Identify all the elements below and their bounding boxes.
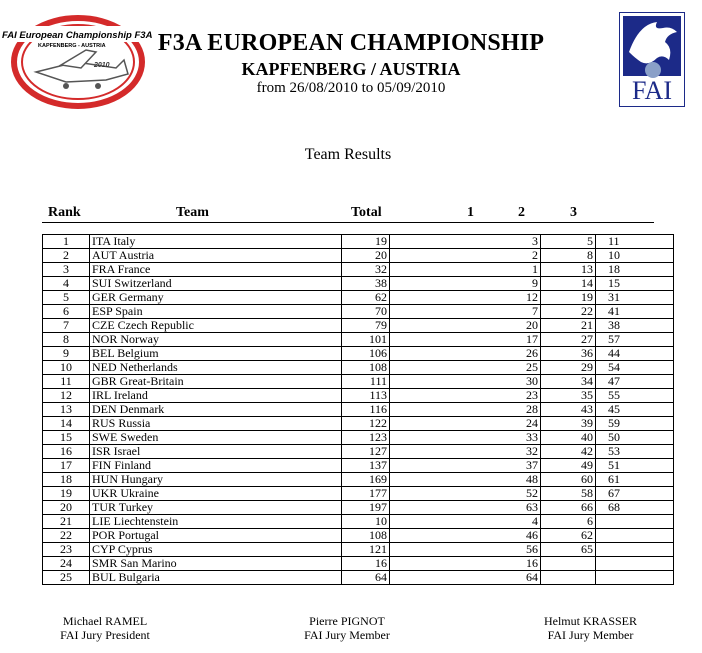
- table-row: [43, 235, 674, 249]
- cell-c3: 67: [596, 487, 674, 501]
- cell-c3: [596, 557, 674, 571]
- dates: from 26/08/2010 to 05/09/2010: [256, 80, 446, 96]
- cell-total: 197: [342, 501, 390, 515]
- cell-c3: 31: [596, 291, 674, 305]
- cell-total: 20: [342, 249, 390, 263]
- cell-team: SWE Sweden: [90, 431, 342, 445]
- cell-total: 127: [342, 445, 390, 459]
- cell-rank: 1: [43, 235, 90, 249]
- cell-c3: 68: [596, 501, 674, 515]
- page-title: F3A EUROPEAN CHAMPIONSHIP: [157, 30, 545, 56]
- cell-c1: 25: [390, 361, 541, 375]
- cell-rank: 6: [43, 305, 90, 319]
- cell-c1: 32: [390, 445, 541, 459]
- cell-c1: 23: [390, 389, 541, 403]
- cell-c3: 51: [596, 459, 674, 473]
- cell-rank: 18: [43, 473, 90, 487]
- signature-name: Michael RAMEL: [62, 614, 148, 628]
- cell-c2: 29: [541, 361, 596, 375]
- table-row: [43, 571, 674, 585]
- cell-c1: 20: [390, 319, 541, 333]
- table-row: [43, 501, 674, 515]
- cell-c2: 58: [541, 487, 596, 501]
- table-row: [43, 375, 674, 389]
- table-row: [43, 515, 674, 529]
- table-row: [43, 347, 674, 361]
- cell-team: LIE Liechtenstein: [90, 515, 342, 529]
- cell-rank: 5: [43, 291, 90, 305]
- cell-team: GER Germany: [90, 291, 342, 305]
- cell-team: ESP Spain: [90, 305, 342, 319]
- table-row: [43, 249, 674, 263]
- cell-total: 177: [342, 487, 390, 501]
- cell-c3: 41: [596, 305, 674, 319]
- cell-c3: 61: [596, 473, 674, 487]
- cell-c1: 63: [390, 501, 541, 515]
- cell-c2: 21: [541, 319, 596, 333]
- table-row: [43, 333, 674, 347]
- cell-rank: 2: [43, 249, 90, 263]
- cell-rank: 17: [43, 459, 90, 473]
- header-rule: [42, 222, 654, 223]
- cell-c1: 30: [390, 375, 541, 389]
- signature-member-1: [292, 614, 402, 642]
- cell-c2: 14: [541, 277, 596, 291]
- cell-team: NOR Norway: [90, 333, 342, 347]
- cell-c3: 50: [596, 431, 674, 445]
- logo-year: 2010: [94, 62, 110, 69]
- results-table: [42, 234, 674, 585]
- cell-team: POR Portugal: [90, 529, 342, 543]
- cell-total: 169: [342, 473, 390, 487]
- logo-text-top: FAI European Championship F3A: [2, 30, 153, 41]
- cell-rank: 8: [43, 333, 90, 347]
- table-row: [43, 291, 674, 305]
- cell-c1: 16: [390, 557, 541, 571]
- cell-c3: 45: [596, 403, 674, 417]
- cell-c2: 8: [541, 249, 596, 263]
- cell-c1: 3: [390, 235, 541, 249]
- cell-c3: 15: [596, 277, 674, 291]
- col-header-1: 1: [467, 205, 474, 220]
- cell-total: 137: [342, 459, 390, 473]
- signature-member-2: [533, 614, 648, 642]
- cell-team: SMR San Marino: [90, 557, 342, 571]
- cell-c3: 54: [596, 361, 674, 375]
- cell-c3: [596, 571, 674, 585]
- col-header-2: 2: [518, 205, 525, 220]
- cell-c2: 34: [541, 375, 596, 389]
- cell-c3: 11: [596, 235, 674, 249]
- cell-rank: 20: [43, 501, 90, 515]
- cell-c3: [596, 515, 674, 529]
- cell-c1: 1: [390, 263, 541, 277]
- cell-c1: 7: [390, 305, 541, 319]
- cell-team: BEL Belgium: [90, 347, 342, 361]
- cell-team: HUN Hungary: [90, 473, 342, 487]
- cell-c1: 52: [390, 487, 541, 501]
- cell-team: UKR Ukraine: [90, 487, 342, 501]
- cell-total: 32: [342, 263, 390, 277]
- cell-total: 106: [342, 347, 390, 361]
- table-row: [43, 319, 674, 333]
- cell-rank: 19: [43, 487, 90, 501]
- cell-c2: 27: [541, 333, 596, 347]
- table-row: [43, 487, 674, 501]
- cell-total: 111: [342, 375, 390, 389]
- table-row: [43, 431, 674, 445]
- cell-c3: [596, 543, 674, 557]
- cell-c2: 13: [541, 263, 596, 277]
- cell-c2: 5: [541, 235, 596, 249]
- cell-total: 122: [342, 417, 390, 431]
- cell-c2: 6: [541, 515, 596, 529]
- cell-c1: 4: [390, 515, 541, 529]
- cell-c2: [541, 557, 596, 571]
- cell-total: 79: [342, 319, 390, 333]
- table-row: [43, 389, 674, 403]
- signature-president: [50, 614, 160, 642]
- cell-rank: 24: [43, 557, 90, 571]
- cell-c2: 19: [541, 291, 596, 305]
- cell-c3: 53: [596, 445, 674, 459]
- cell-total: 123: [342, 431, 390, 445]
- signature-name: Helmut KRASSER: [543, 614, 637, 628]
- cell-c2: [541, 571, 596, 585]
- cell-rank: 12: [43, 389, 90, 403]
- cell-c1: 33: [390, 431, 541, 445]
- cell-c3: 38: [596, 319, 674, 333]
- cell-c2: 22: [541, 305, 596, 319]
- cell-team: CYP Cyprus: [90, 543, 342, 557]
- signature-role: FAI Jury Member: [547, 628, 634, 642]
- cell-team: SUI Switzerland: [90, 277, 342, 291]
- cell-c1: 17: [390, 333, 541, 347]
- cell-total: 121: [342, 543, 390, 557]
- cell-c1: 9: [390, 277, 541, 291]
- cell-total: 10: [342, 515, 390, 529]
- cell-c1: 2: [390, 249, 541, 263]
- cell-rank: 22: [43, 529, 90, 543]
- cell-total: 16: [342, 557, 390, 571]
- cell-total: 108: [342, 361, 390, 375]
- cell-team: FRA France: [90, 263, 342, 277]
- cell-team: IRL Ireland: [90, 389, 342, 403]
- cell-team: ISR Israel: [90, 445, 342, 459]
- cell-rank: 9: [43, 347, 90, 361]
- cell-team: ITA Italy: [90, 235, 342, 249]
- cell-rank: 25: [43, 571, 90, 585]
- cell-c2: 60: [541, 473, 596, 487]
- cell-rank: 7: [43, 319, 90, 333]
- cell-c1: 56: [390, 543, 541, 557]
- cell-total: 19: [342, 235, 390, 249]
- col-header-total: Total: [351, 205, 382, 220]
- signature-role: FAI Jury Member: [304, 628, 390, 642]
- fai-logo-text: FAI: [632, 76, 672, 105]
- cell-c3: 57: [596, 333, 674, 347]
- cell-c1: 37: [390, 459, 541, 473]
- cell-team: TUR Turkey: [90, 501, 342, 515]
- cell-c2: 35: [541, 389, 596, 403]
- cell-c3: 18: [596, 263, 674, 277]
- cell-total: 113: [342, 389, 390, 403]
- cell-team: DEN Denmark: [90, 403, 342, 417]
- cell-total: 38: [342, 277, 390, 291]
- table-row: [43, 305, 674, 319]
- cell-c3: 55: [596, 389, 674, 403]
- cell-c3: 47: [596, 375, 674, 389]
- cell-c3: 44: [596, 347, 674, 361]
- cell-team: AUT Austria: [90, 249, 342, 263]
- cell-total: 70: [342, 305, 390, 319]
- cell-rank: 14: [43, 417, 90, 431]
- cell-rank: 13: [43, 403, 90, 417]
- table-row: [43, 557, 674, 571]
- cell-c1: 48: [390, 473, 541, 487]
- cell-c1: 24: [390, 417, 541, 431]
- cell-rank: 21: [43, 515, 90, 529]
- location: KAPFENBERG / AUSTRIA: [241, 59, 461, 79]
- cell-total: 62: [342, 291, 390, 305]
- cell-c2: 40: [541, 431, 596, 445]
- table-row: [43, 529, 674, 543]
- table-row: [43, 277, 674, 291]
- cell-c2: 49: [541, 459, 596, 473]
- cell-total: 116: [342, 403, 390, 417]
- cell-team: GBR Great-Britain: [90, 375, 342, 389]
- signature-name: Pierre PIGNOT: [309, 614, 385, 628]
- cell-rank: 16: [43, 445, 90, 459]
- cell-c2: 42: [541, 445, 596, 459]
- table-row: [43, 361, 674, 375]
- cell-rank: 4: [43, 277, 90, 291]
- logo-text-mid: KAPFENBERG - AUSTRIA: [38, 43, 106, 49]
- cell-c2: 39: [541, 417, 596, 431]
- table-row: [43, 263, 674, 277]
- cell-rank: 23: [43, 543, 90, 557]
- section-title: Team Results: [304, 146, 392, 163]
- table-row: [43, 543, 674, 557]
- cell-total: 108: [342, 529, 390, 543]
- signature-role: FAI Jury President: [60, 628, 150, 642]
- cell-c3: 59: [596, 417, 674, 431]
- cell-total: 101: [342, 333, 390, 347]
- cell-c2: 66: [541, 501, 596, 515]
- cell-team: FIN Finland: [90, 459, 342, 473]
- cell-rank: 15: [43, 431, 90, 445]
- col-header-team: Team: [176, 205, 209, 220]
- table-row: [43, 417, 674, 431]
- cell-c2: 65: [541, 543, 596, 557]
- cell-rank: 11: [43, 375, 90, 389]
- cell-rank: 10: [43, 361, 90, 375]
- cell-rank: 3: [43, 263, 90, 277]
- cell-c1: 28: [390, 403, 541, 417]
- cell-total: 64: [342, 571, 390, 585]
- cell-c1: 12: [390, 291, 541, 305]
- table-row: [43, 445, 674, 459]
- cell-c1: 46: [390, 529, 541, 543]
- col-header-rank: Rank: [48, 205, 81, 220]
- table-row: [43, 403, 674, 417]
- col-header-3: 3: [570, 205, 577, 220]
- cell-c2: 43: [541, 403, 596, 417]
- cell-c2: 62: [541, 529, 596, 543]
- table-row: [43, 459, 674, 473]
- cell-c1: 64: [390, 571, 541, 585]
- cell-team: BUL Bulgaria: [90, 571, 342, 585]
- cell-c1: 26: [390, 347, 541, 361]
- cell-team: RUS Russia: [90, 417, 342, 431]
- cell-c2: 36: [541, 347, 596, 361]
- cell-team: NED Netherlands: [90, 361, 342, 375]
- cell-team: CZE Czech Republic: [90, 319, 342, 333]
- cell-c3: 10: [596, 249, 674, 263]
- table-row: [43, 473, 674, 487]
- cell-c3: [596, 529, 674, 543]
